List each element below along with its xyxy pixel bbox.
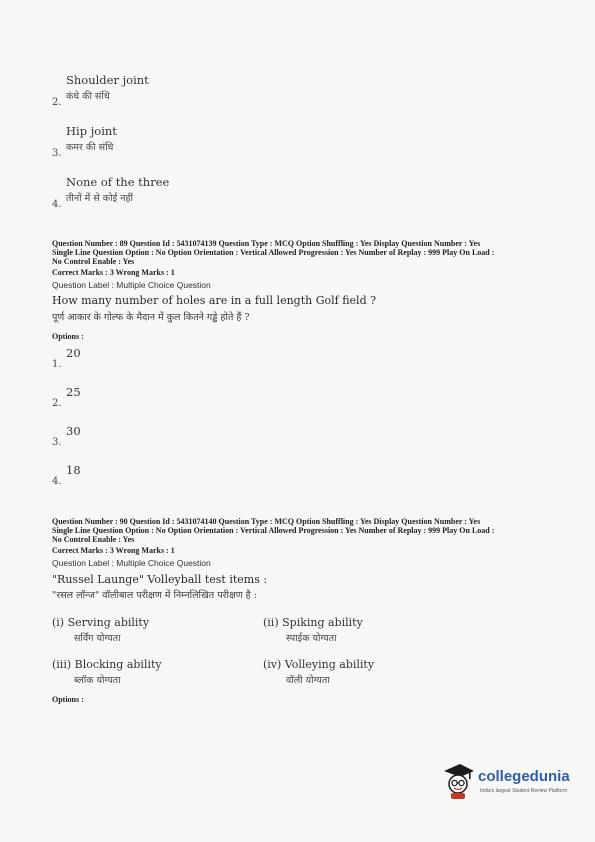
item-text-en: (iii) Blocking ability (52, 658, 162, 671)
question-label: Question Label : Multiple Choice Question (52, 280, 211, 290)
option-number: 2. (52, 398, 62, 409)
question-text-hi: पूर्ण आकार के गोल्फ के मैदान में कुल कितने गड्ढे होते हैं ? (52, 312, 250, 323)
mascot-icon (440, 762, 476, 800)
item-text-hi: वॉली योग्यता (286, 675, 330, 686)
meta-line: Question Number : 89 Question Id : 5431074139 Question Type : MCQ Option Shuffling : Yes Display Question Number : Yes (52, 239, 481, 248)
meta-line: No Control Enable : Yes (52, 535, 135, 544)
meta-line: Question Number : 90 Question Id : 5431074140 Question Type : MCQ Option Shuffling : Yes Display Question Number : Yes (52, 517, 481, 526)
option-number: 4. (52, 476, 62, 487)
item-text-en: (i) Serving ability (52, 616, 150, 629)
meta-line: No Control Enable : Yes (52, 257, 135, 266)
option-text-hi: तीनों में से कोई नहीं (66, 193, 133, 204)
option-number: 1. (52, 359, 62, 370)
option-text-hi: कंधे की संधि (66, 91, 110, 102)
option-number: 4. (52, 199, 62, 210)
logo-name: collegedunia (478, 768, 570, 785)
item-text-en: (ii) Spiking ability (263, 616, 363, 629)
marks-line: Correct Marks : 3 Wrong Marks : 1 (52, 546, 175, 555)
options-label: Options : (52, 332, 84, 341)
option-number: 3. (52, 148, 62, 159)
option-text-en: Shoulder joint (66, 73, 149, 87)
option-number: 3. (52, 437, 62, 448)
option-text-en: Hip joint (66, 124, 117, 138)
question-text-en: How many number of holes are in a full length Golf field ? (52, 294, 377, 307)
logo-tagline: India's largest Student Review Platform (480, 788, 568, 794)
item-text-hi: सर्विंग योग्यता (74, 633, 121, 644)
item-text-hi: ब्लॉक योग्यता (74, 675, 121, 686)
question-meta (52, 517, 572, 544)
option-value: 30 (66, 424, 81, 438)
question-text-en: "Russel Launge" Volleyball test items : (52, 573, 268, 586)
collegedunia-logo (440, 762, 580, 802)
option-number: 2. (52, 97, 62, 108)
question-text-hi: "रसल लॉन्ज" वॉलीबाल परीक्षण में निम्नलिखित परीक्षण है : (52, 590, 257, 601)
meta-line: Single Line Question Option : No Option Orientation : Vertical Allowed Progression : Yes Number of Replay : 999 Play On Load : (52, 248, 495, 257)
question-meta (52, 239, 572, 266)
options-label: Options : (52, 695, 84, 704)
question-label: Question Label : Multiple Choice Question (52, 558, 211, 568)
item-text-en: (iv) Volleying ability (263, 658, 375, 671)
marks-line: Correct Marks : 3 Wrong Marks : 1 (52, 268, 175, 277)
meta-line: Single Line Question Option : No Option Orientation : Vertical Allowed Progression : Yes Number of Replay : 999 Play On Load : (52, 526, 495, 535)
option-value: 18 (66, 463, 81, 477)
option-value: 20 (66, 346, 81, 360)
option-text-en: None of the three (66, 175, 170, 189)
option-value: 25 (66, 385, 81, 399)
item-text-hi: स्पाईक योग्यता (286, 633, 337, 644)
option-text-hi: कमर की संधि (66, 142, 114, 153)
